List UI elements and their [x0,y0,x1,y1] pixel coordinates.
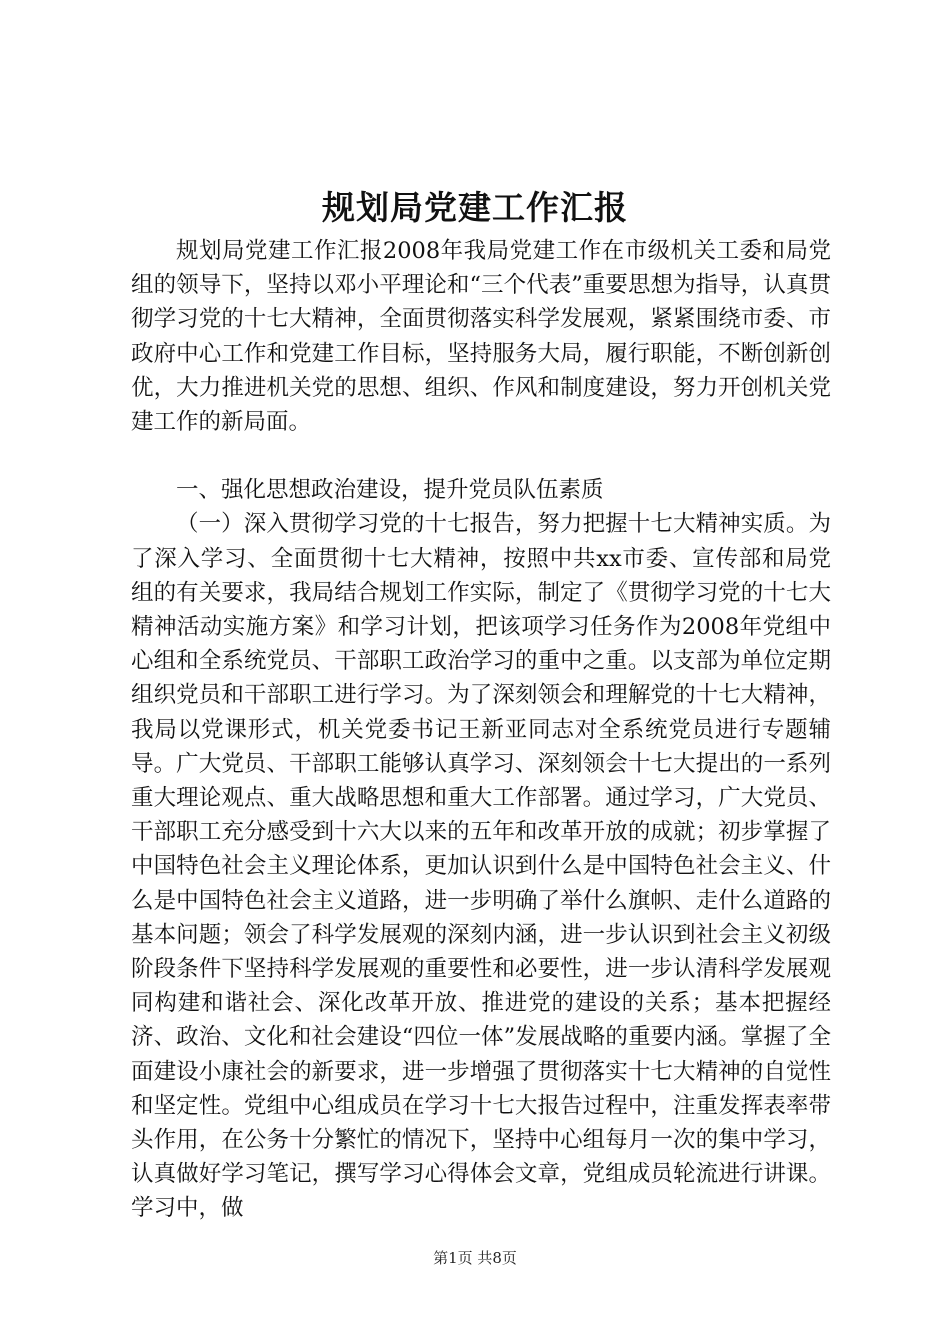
section-heading: 一、强化思想政治建设，提升党员队伍素质 [176,477,604,504]
intro-paragraph: 规划局党建工作汇报2008年我局党建工作在市级机关工委和局党组的领导下，坚持以邓小平理论和“三个代表”重要思想为指导，认真贯彻学习党的十七大精神，全面贯彻落实科学发展观，紧紧围绕市委、市政府中心工作和党建工作目标，坚持服务大局，履行职能，不断创新创优，大力推进机关党的思想、组织、作风和制度建设，努力开创机关党建工作的新局面。 [131,238,831,436]
document-body [131,234,831,1226]
paragraph-spacer [131,439,831,473]
section-paragraph: （一）深入贯彻学习党的十七报告，努力把握十七大精神实质。为了深入学习、全面贯彻十七大精神，按照中共xx市委、宣传部和局党组的有关要求，我局结合规划工作实际，制定了《贯彻学习党的十七大精神活动实施方案》和学习计划，把该项学习任务作为2008年党组中心组和全系统党员、干部职工政治学习的重中之重。以支部为单位定期组织党员和干部职工进行学习。为了深刻领会和理解党的十七大精神，我局以党课形式，机关党委书记王新亚同志对全系统党员进行专题辅导。广大党员、干部职工能够认真学习、深刻领会十七大提出的一系列重大理论观点、重大战略思想和重大工作部署。通过学习，广大党员、干部职工充分感受到十六大以来的五年和改革开放的成就；初步掌握了中国特色社会主义理论体系，更加认识到什么是中国特色社会主义、什么是中国特色社会主义道路，进一步明确了举什么旗帜、走什么道路的基本问题；领会了科学发展观的深刻内涵，进一步认识到社会主义初级阶段条件下坚持科学发展观的重要性和必要性，进一步认清科学发展观同构建和谐社会、深化改革开放、推进党的建设的关系；基本把握经济、政治、文化和社会建设“四位一体”发展战略的重要内涵。掌握了全面建设小康社会的新要求，进一步增强了贯彻落实十七大精神的自觉性和坚定性。党组中心组成员在学习十七大报告过程中，注重发挥表率带头作用，在公务十分繁忙的情况下，坚持中心组每月一次的集中学习，认真做好学习笔记，撰写学习心得体会文章，党组成员轮流进行讲课。学习中，做 [131,511,831,1222]
page-number: 第1页 共8页 [433,1249,517,1267]
document-title: 规划局党建工作汇报 [322,188,628,227]
